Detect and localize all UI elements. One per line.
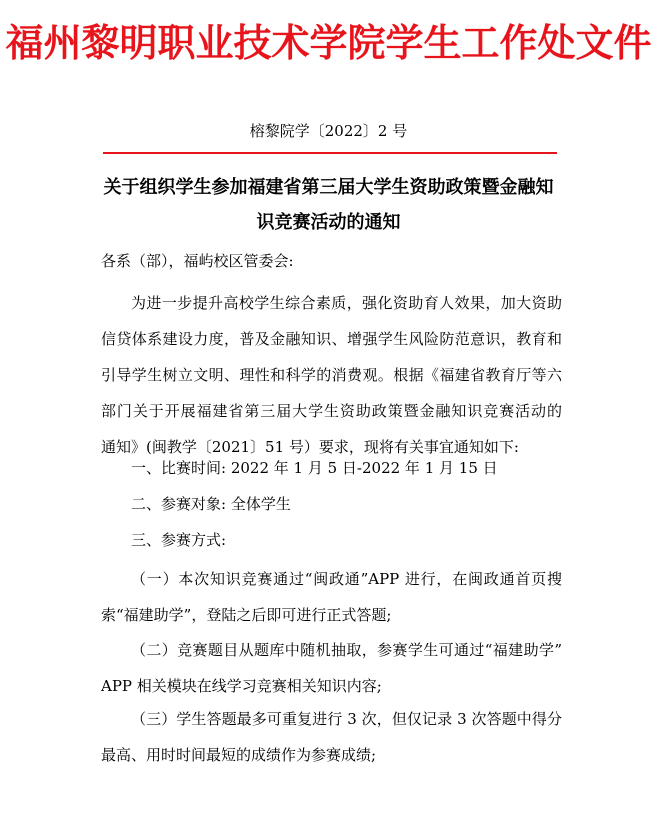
masthead-title: 福州黎明职业技术学院学生工作处文件 bbox=[5, 21, 652, 65]
item-participation-method: 三、参赛方式: bbox=[131, 531, 227, 549]
intro-line-2: 信贷体系建设力度，普及金融知识、增强学生风险防范意识，教育和 bbox=[101, 330, 562, 348]
item-list bbox=[101, 450, 562, 558]
item-competition-time: 一、比赛时间: 2022 年 1 月 5 日-2022 年 1 月 15 日 bbox=[131, 459, 498, 477]
notice-title-line-2: 识竞赛活动的通知 bbox=[256, 212, 401, 233]
document-number: 榕黎院学〔2022〕2 号 bbox=[249, 122, 408, 140]
sub-item-1-line-1: （一）本次知识竞赛通过“闽政通”APP 进行，在闽政通首页搜 bbox=[131, 570, 562, 588]
intro-paragraph bbox=[101, 285, 562, 465]
sub-item-2-line-2: APP 相关模块在线学习竞赛相关知识内容; bbox=[101, 677, 382, 695]
item-participants: 二、参赛对象: 全体学生 bbox=[131, 495, 291, 513]
sub-item-2 bbox=[101, 632, 562, 704]
red-divider-rule bbox=[103, 152, 557, 154]
sub-item-3-line-2: 最高、用时时间最短的成绩作为参赛成绩; bbox=[101, 746, 377, 764]
notice-title-line-1: 关于组织学生参加福建省第三届大学生资助政策暨金融知 bbox=[103, 177, 554, 198]
intro-line-1: 为进一步提升高校学生综合素质，强化资助育人效果，加大资助 bbox=[131, 294, 562, 312]
intro-line-5: 通知》(闽教学〔2021〕51 号）要求，现将有关事宜通知如下: bbox=[101, 438, 519, 456]
intro-line-4: 部门关于开展福建省第三届大学生资助政策暨金融知识竞赛活动的 bbox=[101, 402, 562, 420]
sub-item-2-line-1: （二）竞赛题目从题库中随机抽取，参赛学生可通过“福建助学” bbox=[131, 641, 562, 659]
sub-item-3-line-1: （三）学生答题最多可重复进行 3 次，但仅记录 3 次答题中得分 bbox=[131, 710, 562, 728]
notice-title bbox=[60, 170, 597, 240]
intro-line-3: 引导学生树立文明、理性和科学的消费观。根据《福建省教育厅等六 bbox=[101, 366, 562, 384]
greeting: 各系（部），福屿校区管委会: bbox=[101, 252, 294, 270]
sub-item-1-line-2: 索“福建助学”，登陆之后即可进行正式答题; bbox=[101, 606, 392, 624]
sub-item-1 bbox=[101, 561, 562, 633]
sub-item-3 bbox=[101, 701, 562, 773]
